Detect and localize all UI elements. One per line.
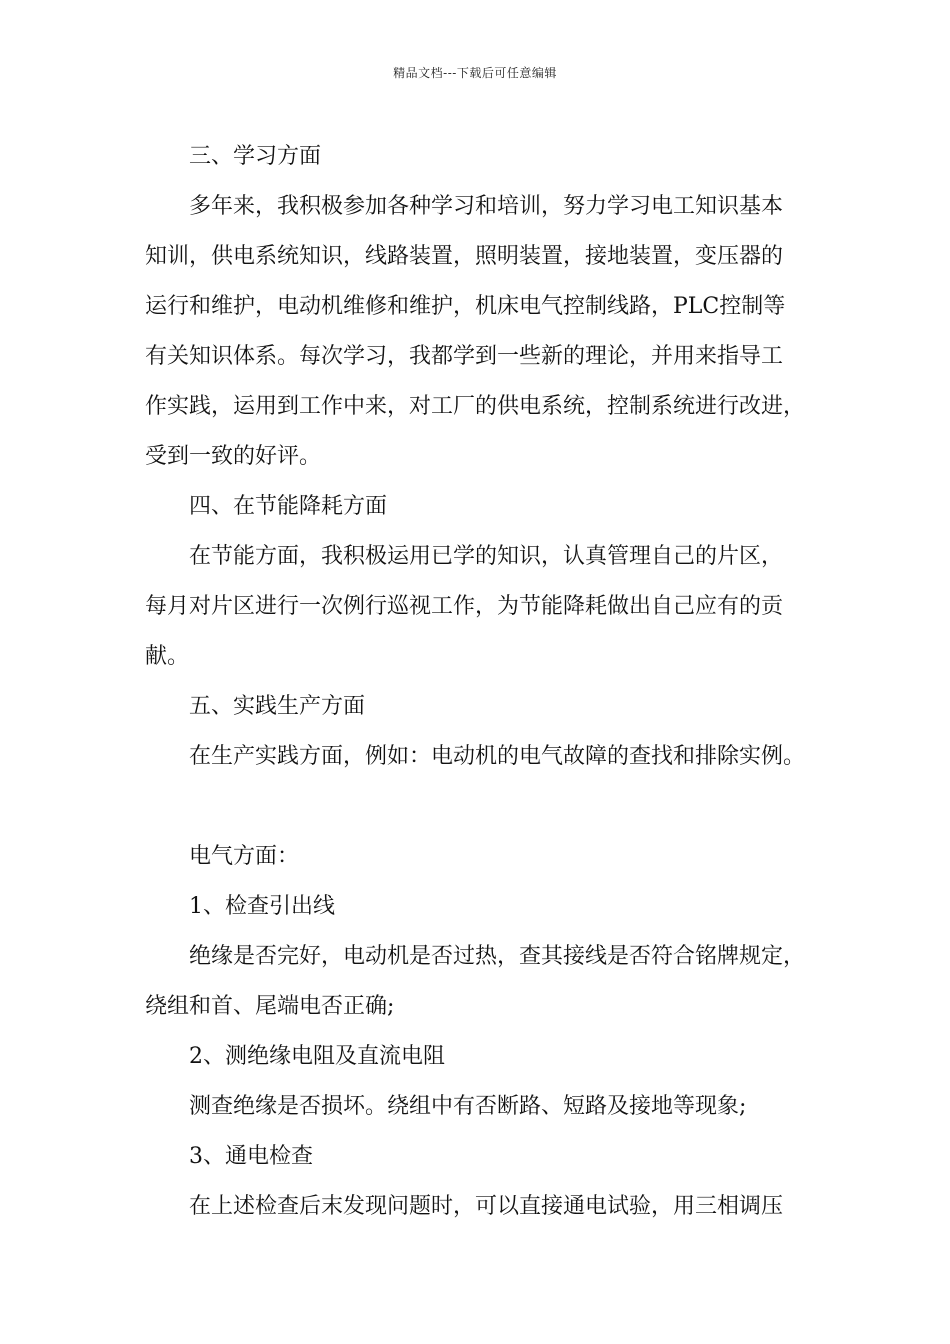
paragraph-line: 知训，供电系统知识，线路装置，照明装置，接地装置，变压器的 bbox=[145, 244, 784, 269]
list-item-heading: 1、检查引出线 bbox=[189, 894, 335, 919]
paragraph-line: 作实践，运用到工作中来，对工厂的供电系统，控制系统进行改进， bbox=[145, 394, 806, 419]
list-item-heading: 3、通电检查 bbox=[189, 1144, 313, 1169]
blank-line bbox=[145, 782, 815, 832]
paragraph-line: 献。 bbox=[145, 644, 190, 669]
section-heading-practice: 五、实践生产方面 bbox=[189, 694, 366, 719]
paragraph-line: 有关知识体系。每次学习，我都学到一些新的理论，并用来指导工 bbox=[145, 344, 784, 369]
paragraph-line: 在上述检查后末发现问题时，可以直接通电试验，用三相调压 bbox=[189, 1194, 784, 1219]
subsection-heading-electrical: 电气方面： bbox=[189, 844, 300, 869]
paragraph-line: 运行和维护，电动机维修和维护，机床电气控制线路，PLC控制等 bbox=[145, 294, 786, 319]
paragraph-line: 受到一致的好评。 bbox=[145, 444, 322, 469]
document-body bbox=[145, 132, 815, 1232]
paragraph-line: 多年来，我积极参加各种学习和培训，努力学习电工知识基本 bbox=[189, 194, 784, 219]
section-heading-energy: 四、在节能降耗方面 bbox=[189, 494, 388, 519]
page-header: 精品文档---下载后可任意编辑 bbox=[393, 66, 557, 80]
list-item-heading: 2、测绝缘电阻及直流电阻 bbox=[189, 1044, 445, 1069]
paragraph-line: 测查绝缘是否损坏。绕组中有否断路、短路及接地等现象; bbox=[189, 1094, 747, 1119]
paragraph-line: 在生产实践方面，例如：电动机的电气故障的查找和排除实例。 bbox=[189, 744, 806, 769]
paragraph-line: 绝缘是否完好，电动机是否过热，查其接线是否符合铭牌规定， bbox=[189, 944, 806, 969]
paragraph-line: 在节能方面，我积极运用已学的知识，认真管理自己的片区， bbox=[189, 544, 784, 569]
paragraph-line: 绕组和首、尾端电否正确; bbox=[145, 994, 395, 1019]
section-heading-study: 三、学习方面 bbox=[189, 144, 322, 169]
paragraph-line: 每月对片区进行一次例行巡视工作，为节能降耗做出自己应有的贡 bbox=[145, 594, 784, 619]
